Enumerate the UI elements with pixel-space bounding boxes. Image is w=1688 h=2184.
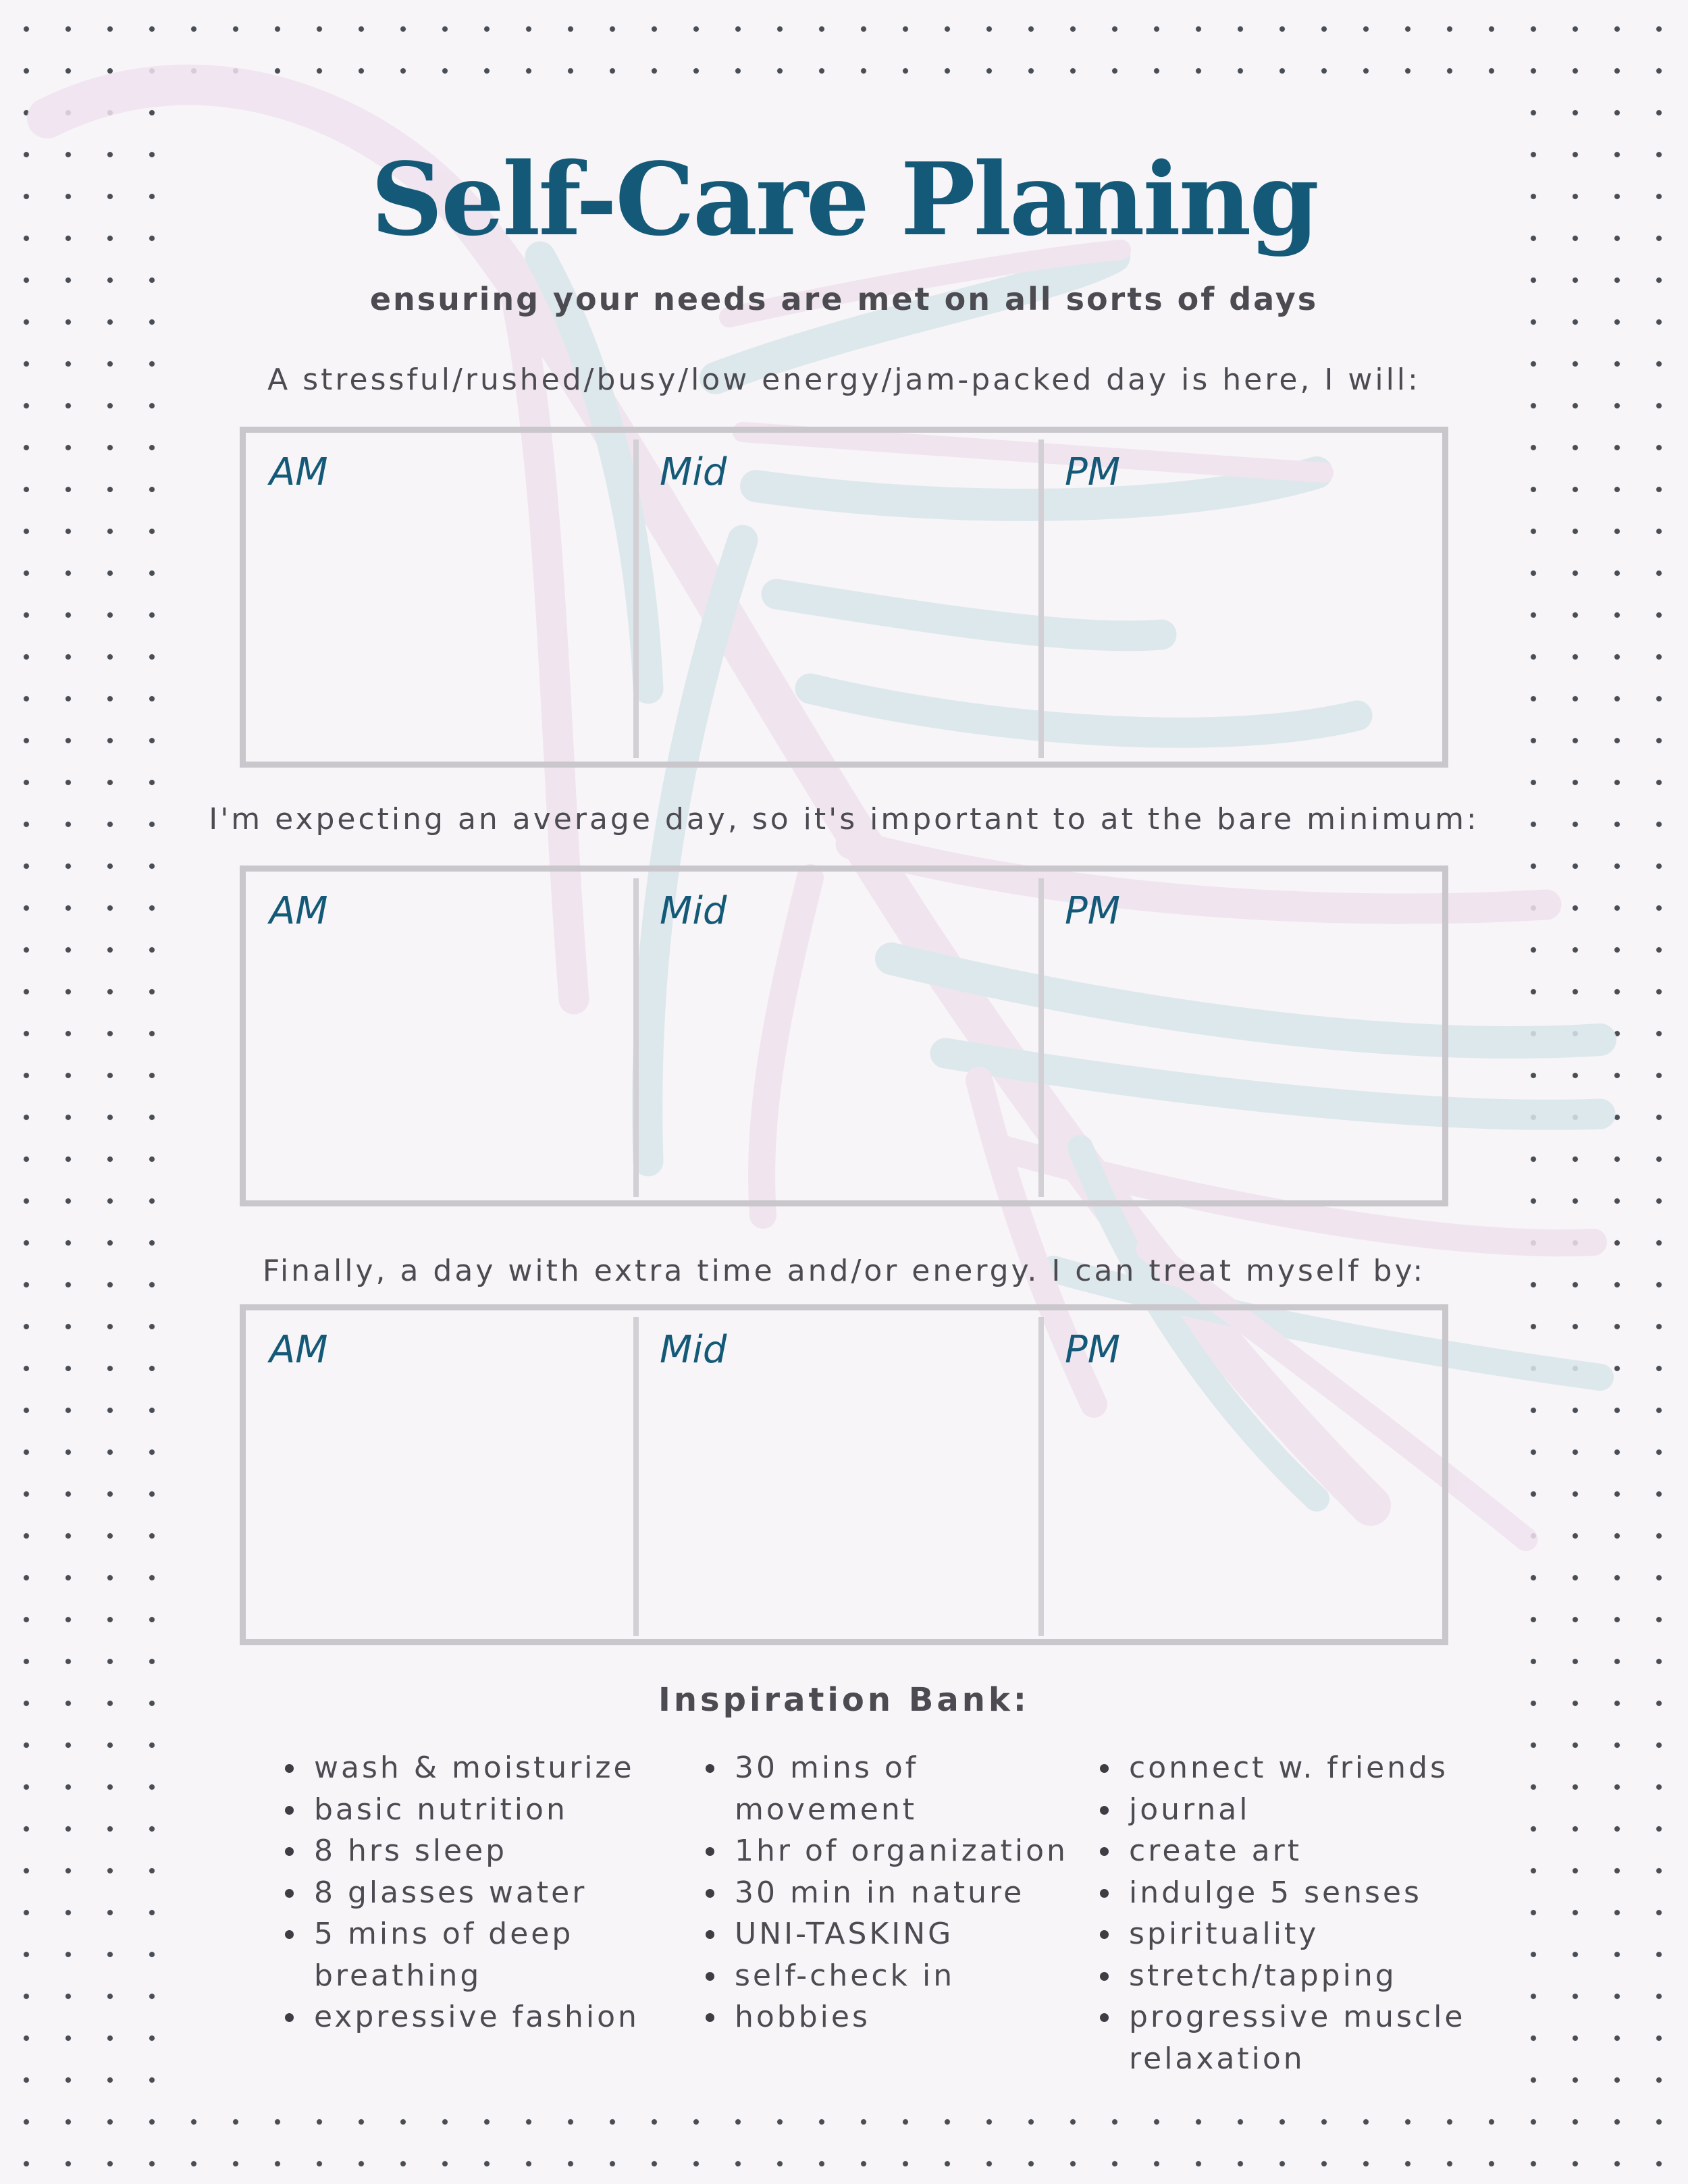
- am-label: AM: [269, 1328, 328, 1372]
- list-item: hobbies: [697, 1996, 1076, 2038]
- inspiration-bank-column-1: [277, 1747, 641, 2038]
- list-item: create art: [1092, 1830, 1483, 1872]
- section-2-mid-cell[interactable]: [636, 872, 1041, 1200]
- page-subtitle: ensuring your needs are met on all sorts of days: [369, 281, 1319, 317]
- list-item: 30 mins of movement: [697, 1747, 1076, 1830]
- mid-label: Mid: [660, 450, 727, 494]
- section-1-mid-cell[interactable]: [636, 433, 1041, 762]
- list-item: wash & moisturize: [277, 1747, 641, 1789]
- inspiration-bank-column-3: [1092, 1747, 1483, 2079]
- list-item: 1hr of organization: [697, 1830, 1076, 1872]
- pm-label: PM: [1065, 889, 1121, 933]
- inspiration-bank-column-2: [697, 1747, 1076, 2038]
- list-item: UNI-TASKING: [697, 1913, 1076, 1955]
- section-1-am-cell[interactable]: [246, 433, 636, 762]
- list-item: connect w. friends: [1092, 1747, 1483, 1789]
- section-2-planner-grid: [240, 865, 1448, 1206]
- list-item: spirituality: [1092, 1913, 1483, 1955]
- am-label: AM: [269, 889, 328, 933]
- list-item: basic nutrition: [277, 1789, 641, 1831]
- list-item: indulge 5 senses: [1092, 1872, 1483, 1914]
- list-item: journal: [1092, 1789, 1483, 1831]
- section-1-prompt: A stressful/rushed/busy/low energy/jam-packed day is here, I will:: [267, 363, 1421, 397]
- page-title: Self-Care Planing: [371, 140, 1317, 258]
- section-3-planner-grid: [240, 1304, 1448, 1645]
- mid-label: Mid: [660, 1328, 727, 1372]
- pm-label: PM: [1065, 450, 1121, 494]
- section-2-pm-cell[interactable]: [1041, 872, 1446, 1200]
- list-item: 30 min in nature: [697, 1872, 1076, 1914]
- list-item: 5 mins of deep breathing: [277, 1913, 641, 1996]
- am-label: AM: [269, 450, 328, 494]
- mid-label: Mid: [660, 889, 727, 933]
- section-2-am-cell[interactable]: [246, 872, 636, 1200]
- section-3-mid-cell[interactable]: [636, 1310, 1041, 1639]
- section-1-pm-cell[interactable]: [1041, 433, 1446, 762]
- list-item: expressive fashion: [277, 1996, 641, 2038]
- section-3-pm-cell[interactable]: [1041, 1310, 1446, 1639]
- section-1-planner-grid: [240, 427, 1448, 768]
- section-3-prompt: Finally, a day with extra time and/or energy. I can treat myself by:: [262, 1254, 1426, 1288]
- pm-label: PM: [1065, 1328, 1121, 1372]
- list-item: self-check in: [697, 1955, 1076, 1997]
- section-3-am-cell[interactable]: [246, 1310, 636, 1639]
- list-item: stretch/tapping: [1092, 1955, 1483, 1997]
- list-item: progressive muscle relaxation: [1092, 1996, 1483, 2079]
- list-item: 8 hrs sleep: [277, 1830, 641, 1872]
- list-item: 8 glasses water: [277, 1872, 641, 1914]
- section-2-prompt: I'm expecting an average day, so it's important to at the bare minimum:: [209, 802, 1479, 836]
- inspiration-bank-title: Inspiration Bank:: [658, 1681, 1030, 1719]
